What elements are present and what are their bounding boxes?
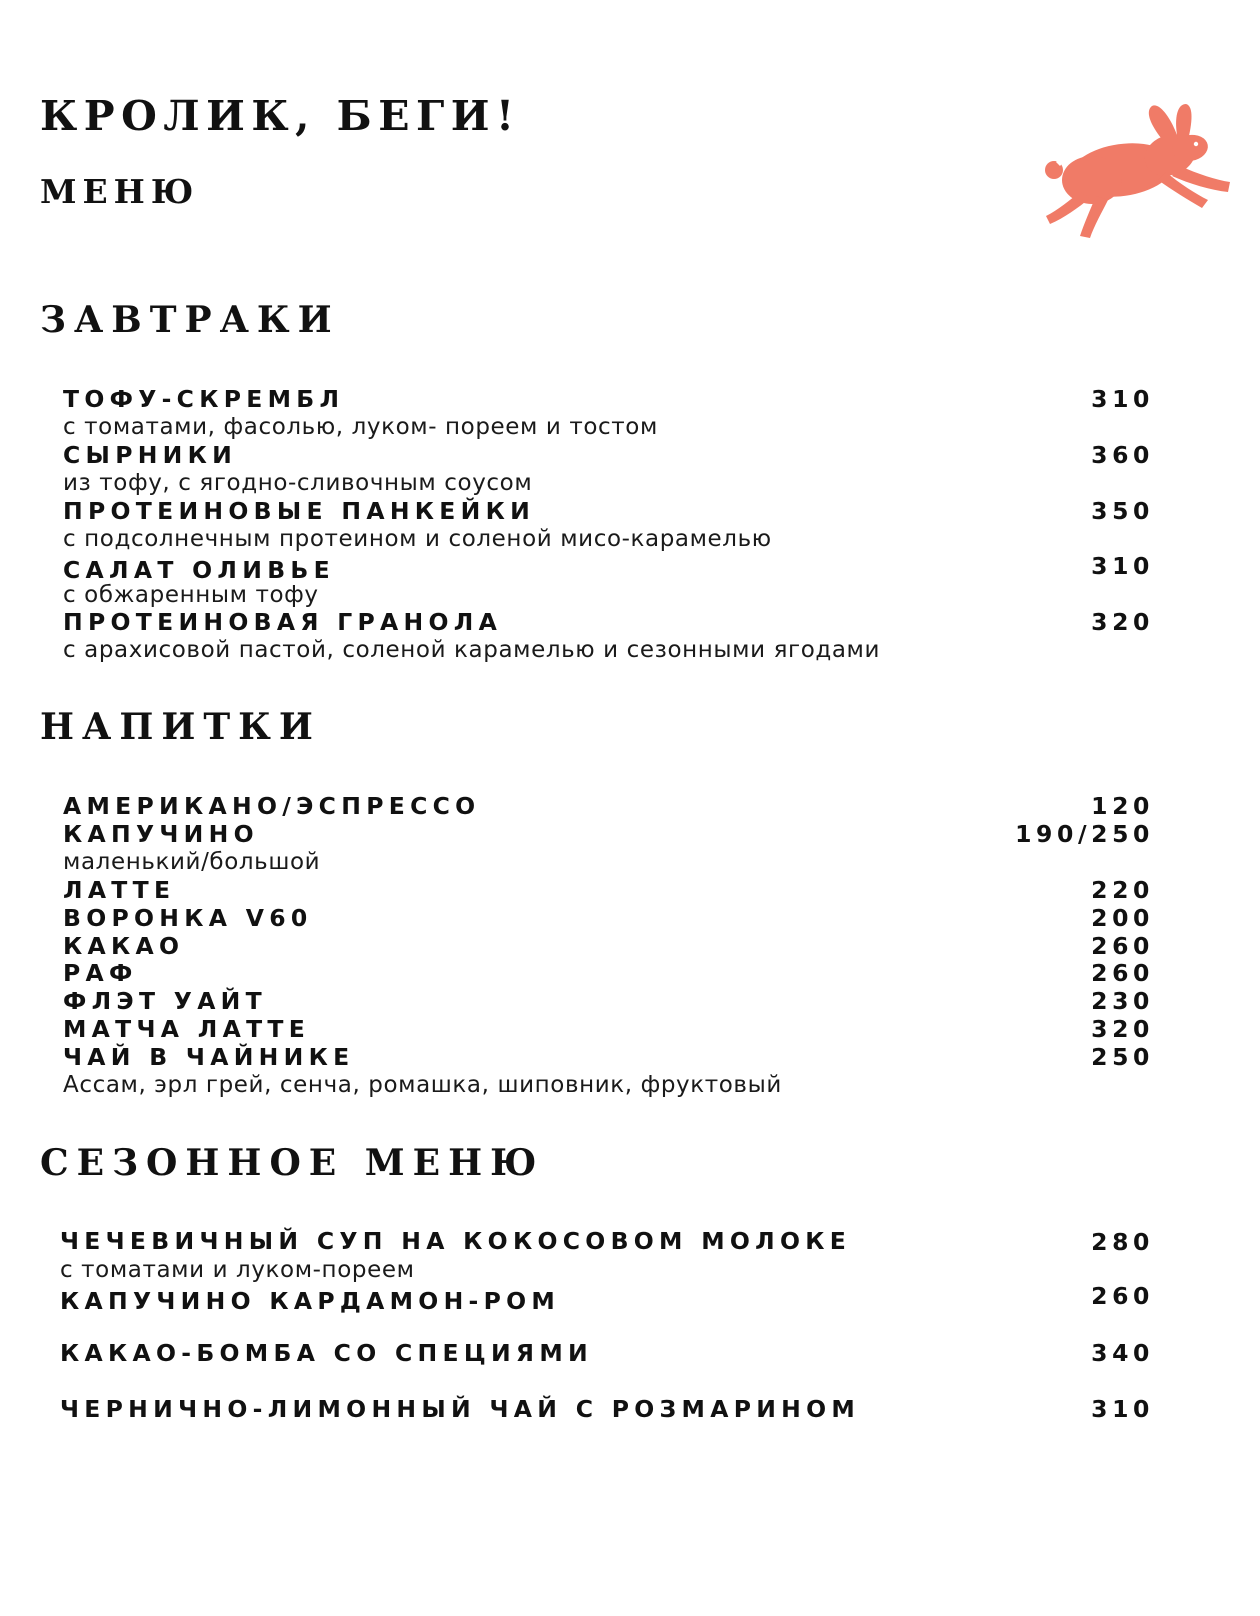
- section-title-seasonal: СЕЗОННОЕ МЕНЮ: [40, 1142, 545, 1184]
- item-name: ТОФУ-СКРЕМБЛ: [63, 385, 345, 413]
- item-price: 260: [1091, 959, 1154, 987]
- item-name: ЧЕРНИЧНО-ЛИМОННЫЙ ЧАЙ С РОЗМАРИНОМ: [60, 1395, 861, 1423]
- item-name: КАПУЧИНО КАРДАМОН-РОМ: [60, 1287, 561, 1315]
- item-price: 340: [1091, 1339, 1154, 1367]
- item-price: 320: [1091, 608, 1154, 636]
- item-price: 320: [1091, 1015, 1154, 1043]
- item-name: МАТЧА ЛАТТЕ: [63, 1015, 311, 1043]
- item-name: САЛАТ ОЛИВЬЕ: [63, 556, 335, 584]
- item-price: 350: [1091, 497, 1154, 525]
- item-name: ПРОТЕИНОВЫЕ ПАНКЕЙКИ: [63, 497, 536, 525]
- item-price: 220: [1091, 876, 1154, 904]
- rabbit-icon: [1040, 100, 1230, 246]
- item-name: КАПУЧИНО: [63, 820, 259, 848]
- item-name: КАКАО-БОМБА СО СПЕЦИЯМИ: [60, 1339, 593, 1367]
- item-description: с арахисовой пастой, соленой карамелью и сезонными ягодами: [63, 637, 881, 663]
- item-name: ЧЕЧЕВИЧНЫЙ СУП НА КОКОСОВОМ МОЛОКЕ: [60, 1227, 852, 1255]
- brand-title: КРОЛИК, БЕГИ!: [40, 92, 521, 140]
- item-price: 310: [1091, 1395, 1154, 1423]
- item-description: с томатами и луком-пореем: [60, 1257, 415, 1283]
- item-description: Ассам, эрл грей, сенча, ромашка, шиповник, фруктовый: [63, 1072, 782, 1098]
- item-name: АМЕРИКАНО/ЭСПРЕССО: [63, 792, 481, 820]
- item-name: СЫРНИКИ: [63, 441, 238, 469]
- item-price: 250: [1091, 1043, 1154, 1071]
- item-price: 310: [1091, 552, 1154, 580]
- item-price: 360: [1091, 441, 1154, 469]
- item-description: с обжаренным тофу: [63, 582, 319, 608]
- item-price: 260: [1091, 932, 1154, 960]
- item-description: из тофу, с ягодно-сливочным соусом: [63, 470, 533, 496]
- item-price: 190/250: [1015, 820, 1154, 848]
- item-name: ФЛЭТ УАЙТ: [63, 987, 267, 1015]
- section-title-drinks: НАПИТКИ: [40, 706, 321, 748]
- item-name: РАФ: [63, 959, 138, 987]
- item-price: 200: [1091, 904, 1154, 932]
- item-name: ЛАТТЕ: [63, 876, 176, 904]
- item-price: 310: [1091, 385, 1154, 413]
- item-price: 230: [1091, 987, 1154, 1015]
- section-title-breakfast: ЗАВТРАКИ: [40, 299, 340, 341]
- item-description: с томатами, фасолью, луком- пореем и тостом: [63, 414, 658, 440]
- item-name: ВОРОНКА V60: [63, 904, 313, 932]
- item-price: 120: [1091, 792, 1154, 820]
- item-name: ПРОТЕИНОВАЯ ГРАНОЛА: [63, 608, 503, 636]
- item-description: маленький/большой: [63, 849, 321, 875]
- item-name: ЧАЙ В ЧАЙНИКЕ: [63, 1043, 355, 1071]
- menu-subtitle: МЕНЮ: [40, 172, 200, 211]
- item-price: 260: [1091, 1282, 1154, 1310]
- item-name: КАКАО: [63, 932, 185, 960]
- item-price: 280: [1091, 1228, 1154, 1256]
- item-description: с подсолнечным протеином и соленой мисо-карамелью: [63, 526, 772, 552]
